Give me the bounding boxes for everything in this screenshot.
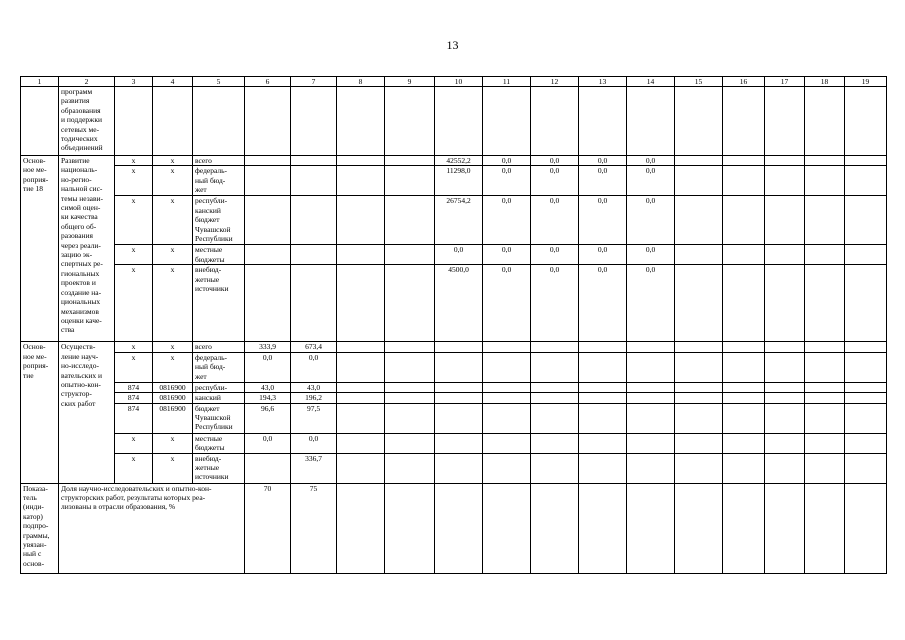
cell: 333,9	[245, 342, 291, 352]
cell: x	[115, 342, 153, 352]
cell: 0816900	[153, 403, 193, 433]
cell: 75	[291, 483, 337, 573]
cell: 196,2	[291, 393, 337, 403]
cell: x	[153, 245, 193, 265]
cell: 673,4	[291, 342, 337, 352]
cell: 4500,0	[435, 265, 483, 342]
cell: x	[115, 245, 153, 265]
cell: 194,3	[245, 393, 291, 403]
table-row	[21, 245, 887, 265]
cell: 0,0	[483, 265, 531, 342]
cell: 0,0	[531, 245, 579, 265]
budget-table	[20, 76, 887, 574]
cell: 0,0	[531, 166, 579, 196]
cell: x	[153, 265, 193, 342]
cell: 874	[115, 382, 153, 392]
measure-label: Основ- ное ме- роприя- тие 18	[23, 156, 49, 194]
cell: 0,0	[627, 166, 675, 196]
cell: x	[115, 453, 153, 483]
cell: 0,0	[531, 265, 579, 342]
cell: x	[115, 196, 153, 245]
column-number: 14	[627, 77, 675, 87]
column-number: 7	[291, 77, 337, 87]
table-row	[21, 196, 887, 245]
cell: x	[153, 433, 193, 453]
table-row	[21, 156, 887, 166]
cell: x	[115, 433, 153, 453]
funding-source: федераль- ный бюд- жет	[195, 352, 228, 381]
cell: 0,0	[483, 196, 531, 245]
column-number: 6	[245, 77, 291, 87]
funding-source: федераль- ный бюд- жет	[195, 166, 228, 195]
cell: x	[153, 342, 193, 352]
cell: 42552,2	[435, 156, 483, 166]
funding-source: республи-	[195, 382, 228, 392]
column-number: 2	[59, 77, 115, 87]
table-row	[21, 393, 887, 403]
cell: 0,0	[531, 196, 579, 245]
cell: 336,7	[291, 453, 337, 483]
cell: 43,0	[291, 382, 337, 392]
cell: 0,0	[579, 156, 627, 166]
column-number: 1	[21, 77, 59, 87]
column-number: 12	[531, 77, 579, 87]
cell: 0816900	[153, 382, 193, 392]
cell: 97,5	[291, 403, 337, 433]
column-number: 9	[385, 77, 435, 87]
cell: 0,0	[627, 156, 675, 166]
cell: 0,0	[579, 196, 627, 245]
funding-source: всего	[195, 156, 212, 165]
cell: 0,0	[291, 433, 337, 453]
funding-source: внебюд- жетные источники	[195, 453, 229, 482]
cell: 0,0	[483, 245, 531, 265]
cell: 0,0	[531, 156, 579, 166]
cell: 26754,2	[435, 196, 483, 245]
column-number: 17	[765, 77, 805, 87]
column-number: 3	[115, 77, 153, 87]
cell: x	[153, 156, 193, 166]
cell: 0,0	[245, 352, 291, 382]
column-number: 13	[579, 77, 627, 87]
cell: 96,6	[245, 403, 291, 433]
cell: 0816900	[153, 393, 193, 403]
column-number: 8	[337, 77, 385, 87]
table-row	[21, 453, 887, 483]
cell: 0,0	[627, 265, 675, 342]
page-number: 13	[446, 38, 459, 52]
cell: x	[115, 265, 153, 342]
indicator-description: Доля научно-исследовательских и опытно-кон- структорских работ, результаты которых реа- лизованы в отрасли образования, %	[61, 483, 212, 512]
cell: 0,0	[435, 245, 483, 265]
column-number: 11	[483, 77, 531, 87]
cell: 0,0	[579, 265, 627, 342]
column-number: 10	[435, 77, 483, 87]
measure-name: Осуществ- ление науч- но-исследо- вательских и опытно-кон- структор- ских работ	[61, 342, 102, 408]
table-row	[21, 87, 887, 156]
funding-source: местные бюджеты	[195, 433, 225, 453]
indicator-label: Показа- тель (инди- катор) подпро- граммы, увязан- ный с основ-	[23, 483, 50, 568]
table-row	[21, 265, 887, 342]
cell: 874	[115, 393, 153, 403]
column-number: 5	[193, 77, 245, 87]
cell: 0,0	[627, 196, 675, 245]
cell: 0,0	[483, 166, 531, 196]
cell: x	[153, 352, 193, 382]
column-number: 15	[675, 77, 723, 87]
cell: x	[153, 196, 193, 245]
measure-name-continued: программ развития образования и поддержки сетевых ме- тодических объединений	[61, 87, 103, 153]
funding-source: всего	[195, 342, 212, 352]
measure-name: Развитие националь- но-регио- нальной сис- темы незави- симой оцен- ки качества общего об- разования через реали- зацию эк- спертных ре- гиональных проектов и создание на- циональных механизмов оценки каче- ства	[61, 156, 104, 335]
measure-label: Основ- ное ме- роприя- тие	[23, 342, 49, 380]
table-row	[21, 403, 887, 433]
column-number: 16	[723, 77, 765, 87]
column-number: 19	[845, 77, 887, 87]
table-row	[21, 342, 887, 352]
cell: x	[115, 352, 153, 382]
column-number: 4	[153, 77, 193, 87]
cell: 0,0	[245, 433, 291, 453]
cell: 0,0	[627, 245, 675, 265]
cell: 70	[245, 483, 291, 573]
table-row	[21, 483, 887, 573]
cell: x	[115, 156, 153, 166]
funding-source: канский	[195, 393, 221, 403]
cell: 43,0	[245, 382, 291, 392]
table-row	[21, 352, 887, 382]
cell: x	[115, 166, 153, 196]
cell: x	[153, 166, 193, 196]
cell: 0,0	[579, 166, 627, 196]
funding-source: местные бюджеты	[195, 245, 225, 264]
table-row	[21, 166, 887, 196]
table-row	[21, 433, 887, 453]
cell: 0,0	[483, 156, 531, 166]
funding-source: республи- канский бюджет Чувашской Республики	[195, 196, 233, 244]
funding-source: внебюд- жетные источники	[195, 265, 229, 294]
cell: 0,0	[579, 245, 627, 265]
cell: 0,0	[291, 352, 337, 382]
cell: x	[153, 453, 193, 483]
cell: 874	[115, 403, 153, 433]
column-number-row	[21, 77, 887, 87]
column-number: 18	[805, 77, 845, 87]
table-row	[21, 382, 887, 392]
cell: 11298,0	[435, 166, 483, 196]
funding-source: бюджет Чувашской Республики	[195, 403, 233, 432]
